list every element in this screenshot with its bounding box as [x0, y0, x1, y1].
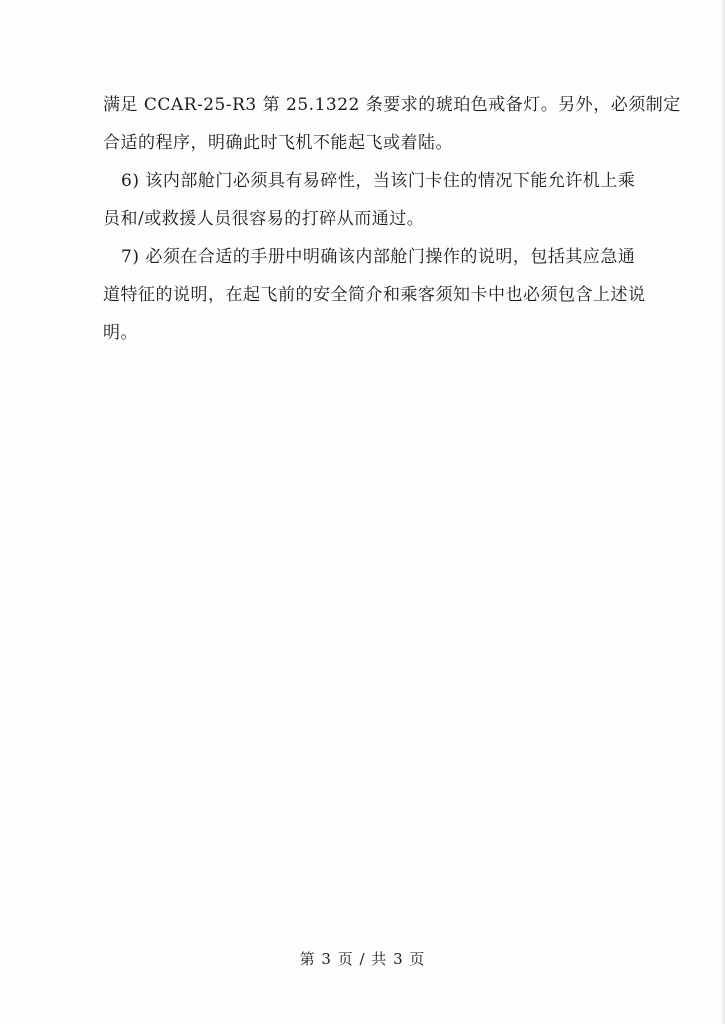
item-7-line-3: 明。: [103, 323, 138, 343]
item-6-line-1: 6) 该内部舱门必须具有易碎性，当该门卡住的情况下能允许机上乘: [121, 171, 636, 191]
document-body: [103, 86, 681, 352]
page-number-footer: 第 3 页 / 共 3 页: [299, 950, 426, 968]
item-7-line-2: 道特征的说明，在起飞前的安全简介和乘客须知卡中也必须包含上述说: [103, 285, 646, 305]
item-6-line-2: 员和/或救援人员很容易的打碎从而通过。: [103, 209, 425, 229]
item-7-line-1: 7) 必须在合适的手册中明确该内部舱门操作的说明，包括其应急通: [121, 247, 636, 267]
paragraph-5-line-2: 合适的程序，明确此时飞机不能起飞或着陆。: [103, 133, 453, 153]
paragraph-5-line-1: 满足 CCAR-25-R3 第 25.1322 条要求的琥珀色戒备灯。另外，必须制定: [103, 95, 681, 115]
